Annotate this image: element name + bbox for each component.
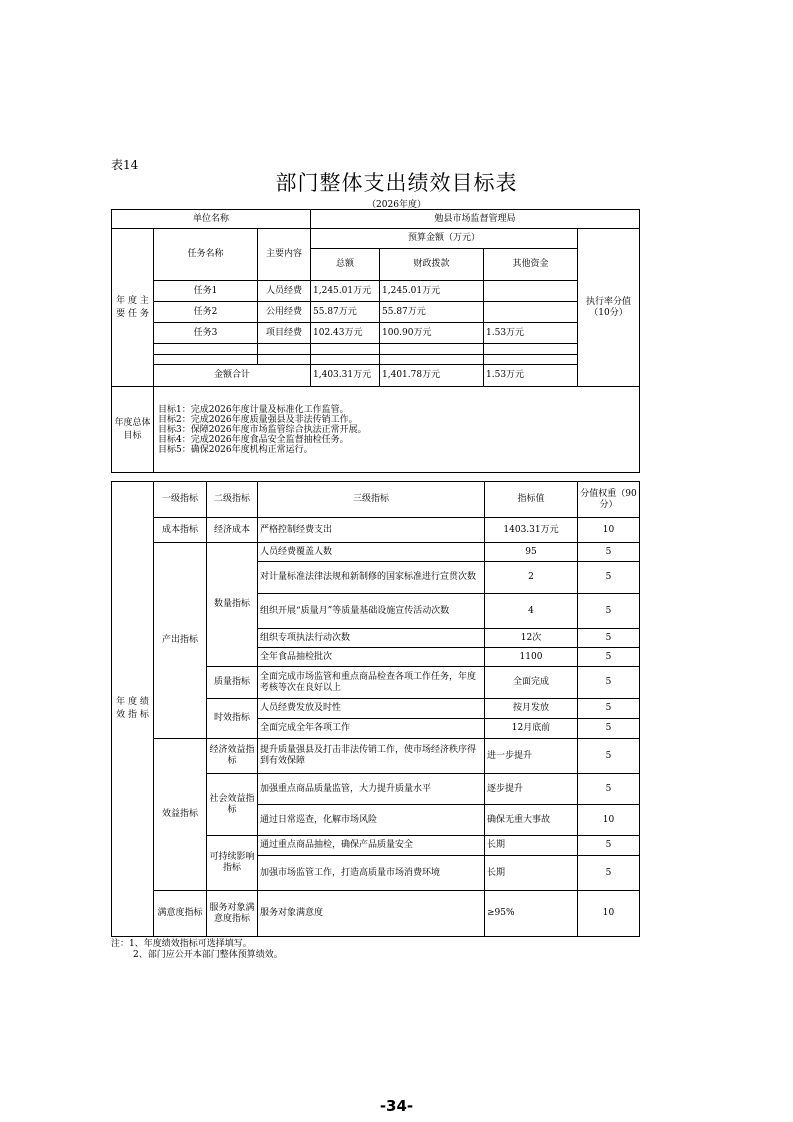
indicator-weight: 5 (578, 594, 640, 629)
weight-header: 分值权重（90分） (578, 482, 640, 518)
goal-item: 目标5：确保2026年度机构正常运行。 (158, 444, 313, 455)
econ-cost-indicator: 经济成本 (207, 518, 258, 543)
goals-cell (154, 387, 640, 473)
footnotes (111, 939, 283, 961)
indicator-desc: 通过重点商品抽检，确保产品质量安全 (258, 836, 485, 856)
indicator-weight: 5 (578, 719, 640, 739)
level1-header: 一级指标 (154, 482, 207, 518)
sustain-indicator: 可持续影响指标 (207, 836, 258, 891)
task-name: 任务3 (154, 323, 258, 344)
level2-header: 二级指标 (207, 482, 258, 518)
satisfaction-indicator: 满意度指标 (154, 891, 207, 937)
indicator-weight: 10 (578, 518, 640, 543)
task-other (484, 281, 578, 302)
task-content: 人员经费 (258, 281, 311, 302)
perf-section-label: 年 度 绩 效 指 标 (112, 482, 154, 937)
indicator-desc: 全年食品抽检批次 (258, 648, 485, 667)
task-row (112, 302, 640, 323)
other-header: 其他资金 (484, 249, 578, 281)
indicator-weight: 5 (578, 856, 640, 891)
goal-item: 目标2：完成2026年度质量强县及非法传销工作。 (158, 414, 358, 425)
indicator-weight: 5 (578, 667, 640, 699)
indicator-value: 逐步提升 (485, 774, 578, 805)
fiscal-header: 财政拨款 (380, 249, 484, 281)
indicator-value: 进一步提升 (485, 739, 578, 774)
indicator-weight: 10 (578, 891, 640, 937)
indicator-weight: 5 (578, 739, 640, 774)
indicator-desc: 通过日常巡查，化解市场风险 (258, 805, 485, 836)
value-header: 指标值 (485, 482, 578, 518)
table-label: 表14 (111, 158, 139, 172)
task-header: 任务名称 (154, 229, 258, 281)
indicator-desc: 全面完成市场监管和重点商品检查各项工作任务，年度考核等次在良好以上 (258, 667, 485, 699)
sum-label: 金额合计 (154, 365, 311, 387)
goal-item: 目标1：完成2026年度计量及标准化工作监管。 (158, 404, 349, 415)
indicator-weight: 5 (578, 774, 640, 805)
indicator-weight: 5 (578, 629, 640, 648)
goals-label: 年度总体目标 (112, 387, 154, 473)
indicator-value: 按月发放 (485, 699, 578, 719)
indicator-value: 4 (485, 594, 578, 629)
indicator-desc: 对计量标准法律法规和新制修的国家标准进行宣贯次数 (258, 562, 485, 594)
total-header: 总额 (311, 249, 380, 281)
indicator-value: ≥95% (485, 891, 578, 937)
indicator-desc: 组织专项执法行动次数 (258, 629, 485, 648)
indicator-desc: 全面完成全年各项工作 (258, 719, 485, 739)
time-indicator: 时效指标 (207, 699, 258, 739)
indicator-value: 全面完成 (485, 667, 578, 699)
task-content: 项目经费 (258, 323, 311, 344)
performance-table (111, 481, 640, 937)
sum-other: 1.53万元 (484, 365, 578, 387)
goal-item: 目标3：保障2026年度市场监管综合执法正常开展。 (158, 424, 367, 435)
budget-table (111, 209, 640, 473)
indicator-value: 1403.31万元 (485, 518, 578, 543)
indicator-weight: 5 (578, 836, 640, 856)
task-section-label: 年 度 主 要 任 务 (112, 229, 154, 387)
sum-fiscal: 1,401.78万元 (380, 365, 484, 387)
task-fiscal: 100.90万元 (380, 323, 484, 344)
footnote: 注：1、年度绩效指标可选择填写。 (111, 939, 252, 949)
econ-benefit-indicator: 经济效益指标 (207, 739, 258, 774)
output-indicator: 产出指标 (154, 543, 207, 739)
year-note: （2026年度） (367, 200, 426, 210)
indicator-row (112, 739, 640, 774)
budget-header: 预算金额（万元） (311, 229, 578, 249)
footnote: 2、部门应公开本部门整体预算绩效。 (133, 950, 283, 960)
indicator-value: 12月底前 (485, 719, 578, 739)
indicator-weight: 5 (578, 699, 640, 719)
task-content: 公用经费 (258, 302, 311, 323)
indicator-row (112, 891, 640, 937)
task-row (112, 281, 640, 302)
indicator-row (112, 518, 640, 543)
content-header: 主要内容 (258, 229, 311, 281)
social-benefit-indicator: 社会效益指标 (207, 774, 258, 836)
indicator-value: 长期 (485, 836, 578, 856)
indicator-value: 12次 (485, 629, 578, 648)
indicator-desc: 人员经费覆盖人数 (258, 543, 485, 562)
page-title: 部门整体支出绩效目标表 (275, 171, 518, 195)
indicator-weight: 5 (578, 562, 640, 594)
indicator-desc: 提升质量强县及打击非法传销工作，使市场经济秩序得到有效保障 (258, 739, 485, 774)
task-other: 1.53万元 (484, 323, 578, 344)
indicator-weight: 5 (578, 648, 640, 667)
service-satisfaction-indicator: 服务对象满意度指标 (207, 891, 258, 937)
task-fiscal: 1,245.01万元 (380, 281, 484, 302)
goal-item: 目标4：完成2026年度食品安全监督抽检任务。 (158, 434, 349, 445)
benefit-indicator: 效益指标 (154, 739, 207, 891)
empty-row (112, 355, 640, 365)
sum-total: 1,403.31万元 (311, 365, 380, 387)
indicator-value: 1100 (485, 648, 578, 667)
empty-row (112, 344, 640, 355)
indicator-desc: 加强重点商品质量监管，大力提升质量水平 (258, 774, 485, 805)
task-other (484, 302, 578, 323)
indicator-desc: 人员经费发放及时性 (258, 699, 485, 719)
task-name: 任务2 (154, 302, 258, 323)
indicator-desc: 服务对象满意度 (258, 891, 485, 937)
level3-header: 三级指标 (258, 482, 485, 518)
task-name: 任务1 (154, 281, 258, 302)
task-fiscal: 55.87万元 (380, 302, 484, 323)
task-row (112, 323, 640, 344)
indicator-row (112, 543, 640, 562)
cost-indicator: 成本指标 (154, 518, 207, 543)
page-number: -34- (379, 1097, 414, 1115)
quality-indicator: 质量指标 (207, 667, 258, 699)
indicator-value: 长期 (485, 856, 578, 891)
indicator-desc: 组织开展“质量月”等质量基础设施宣传活动次数 (258, 594, 485, 629)
unit-label: 单位名称 (112, 210, 311, 229)
task-total: 1,245.01万元 (311, 281, 380, 302)
task-total: 55.87万元 (311, 302, 380, 323)
sum-row (112, 365, 640, 387)
indicator-value: 95 (485, 543, 578, 562)
indicator-weight: 10 (578, 805, 640, 836)
unit-name: 勉县市场监督管理局 (311, 210, 640, 229)
indicator-value: 确保无重大事故 (485, 805, 578, 836)
indicator-desc: 严格控制经费支出 (258, 518, 485, 543)
indicator-weight: 5 (578, 543, 640, 562)
task-total: 102.43万元 (311, 323, 380, 344)
quantity-indicator: 数量指标 (207, 543, 258, 667)
exec-score-label: 执行率分值（10分） (578, 229, 640, 387)
indicator-value: 2 (485, 562, 578, 594)
indicator-desc: 加强市场监管工作，打造高质量市场消费环境 (258, 856, 485, 891)
